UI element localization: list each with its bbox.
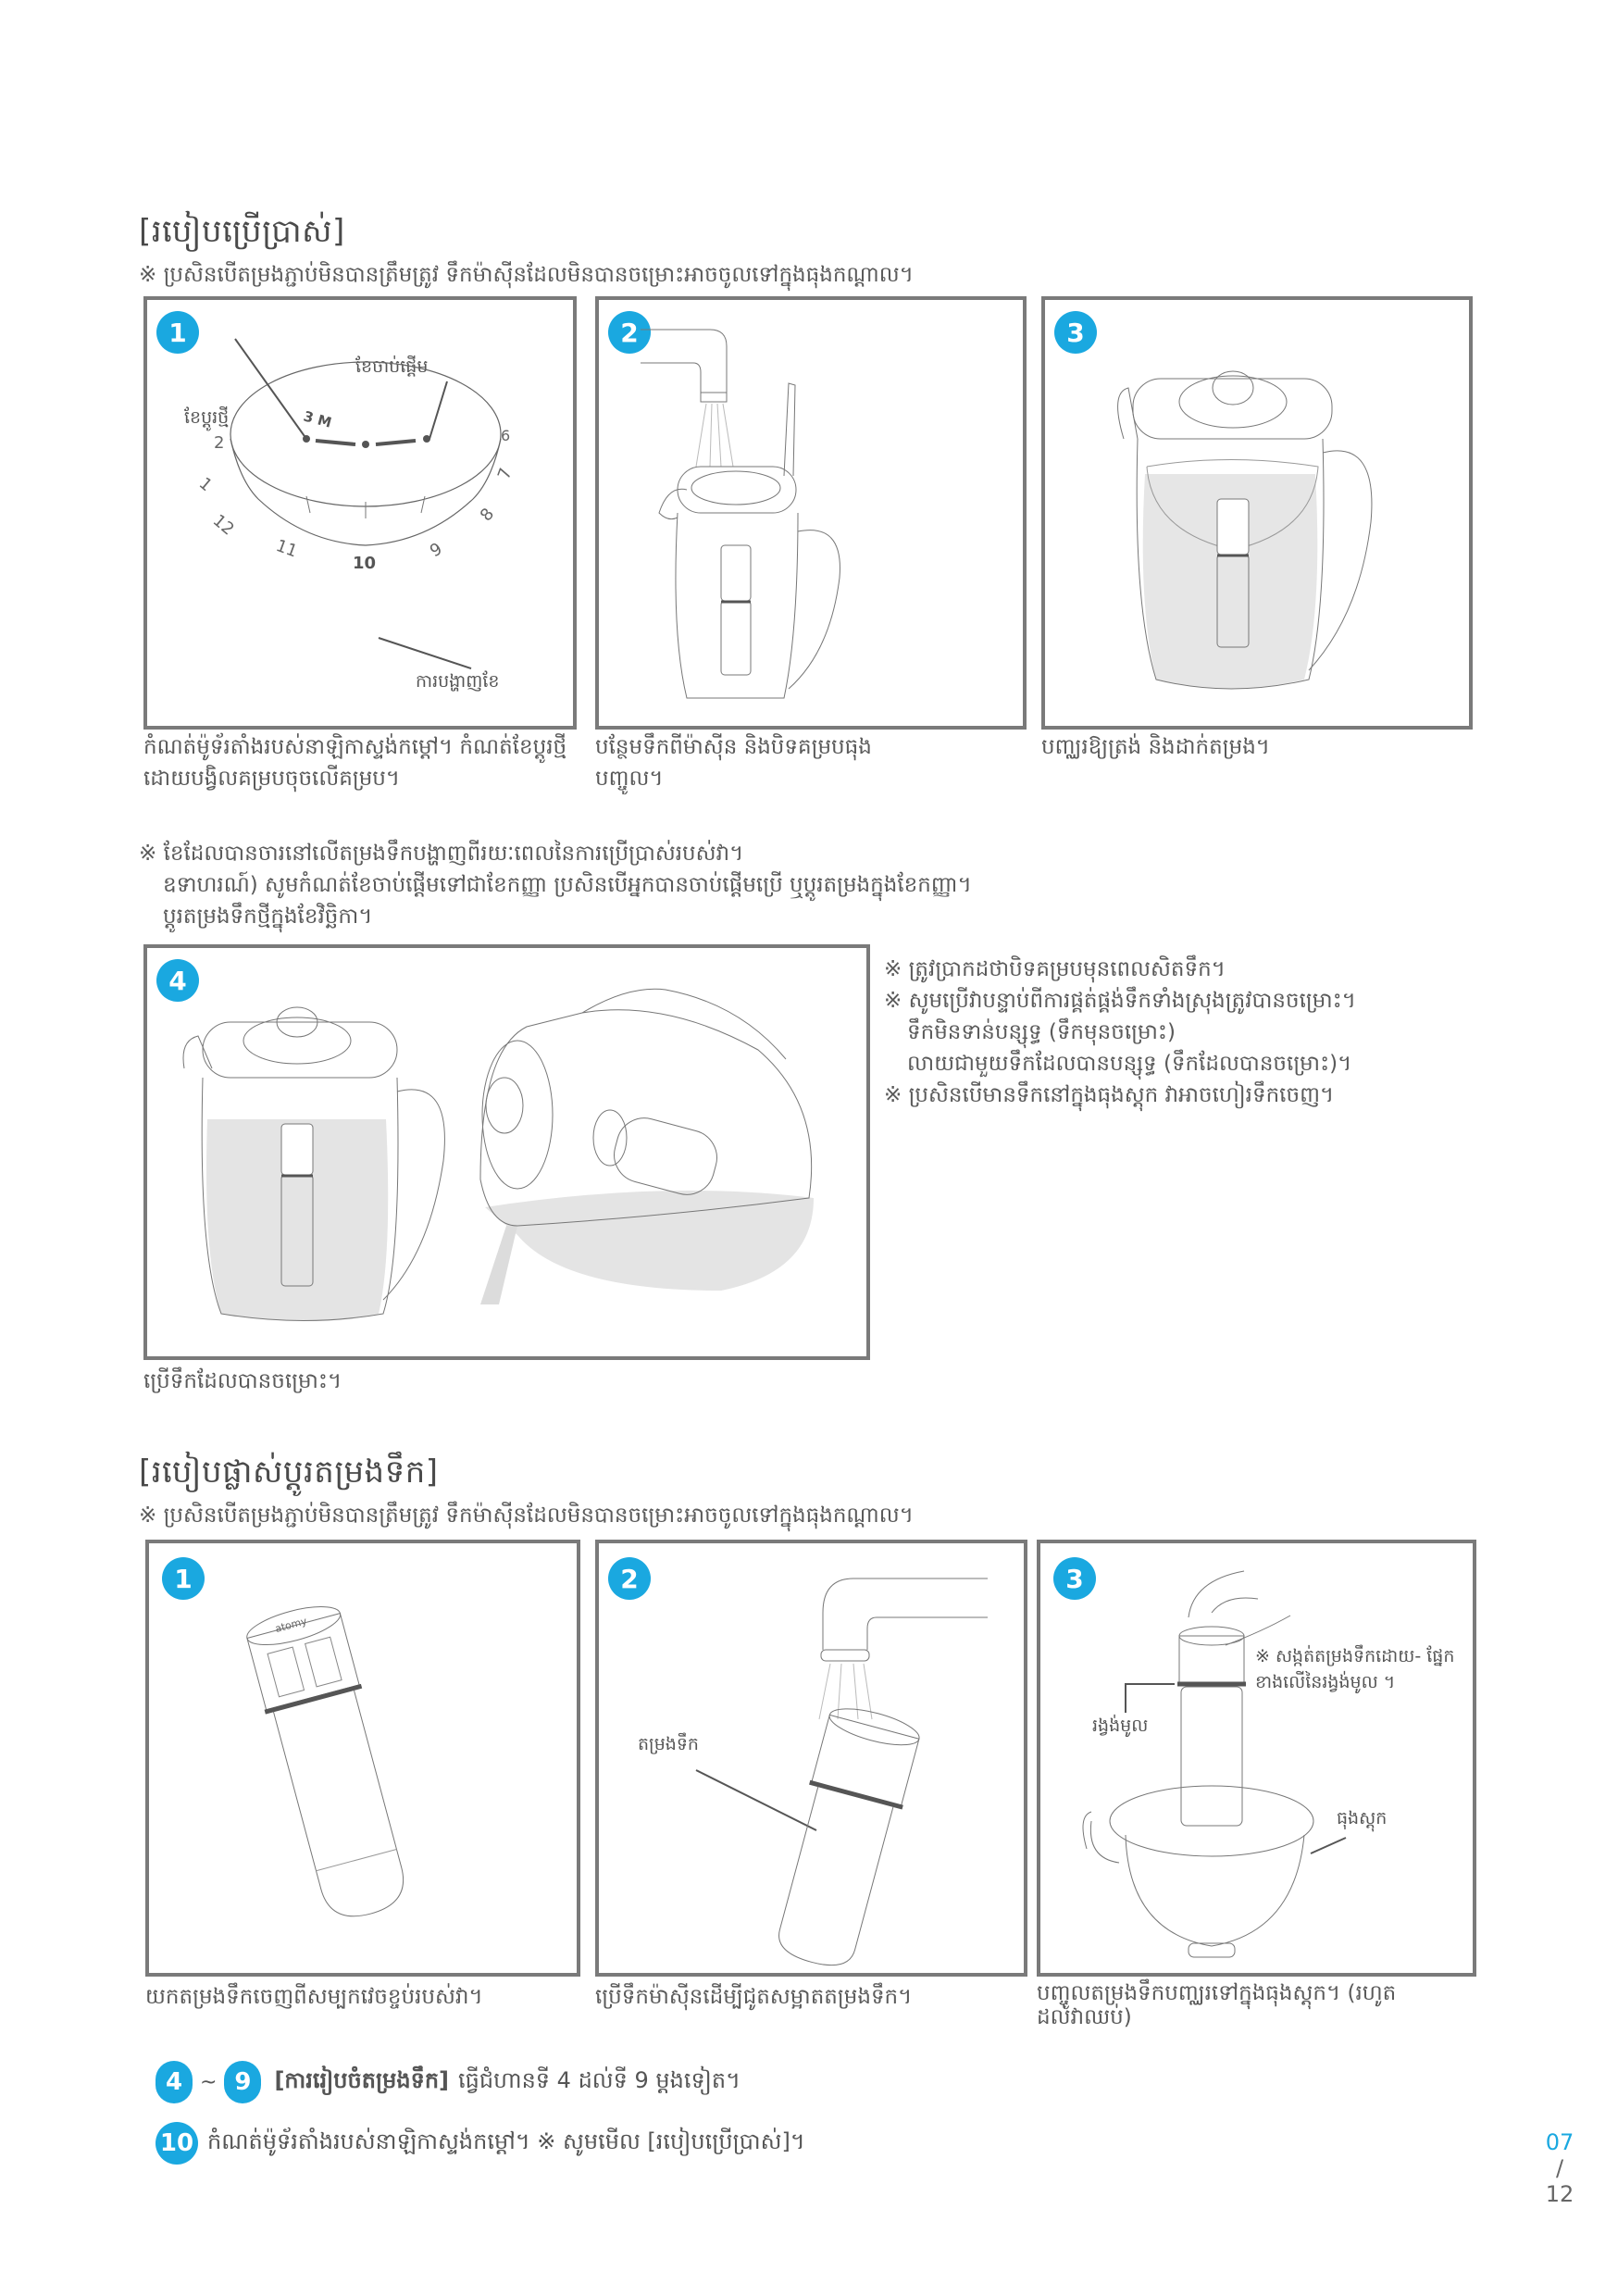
svg-text:3 M: 3 M: [301, 407, 334, 431]
page-number: [1537, 2129, 1583, 2207]
step-badge: 1: [156, 311, 199, 354]
label-storage-tank: ធុងស្តុក: [1337, 1808, 1388, 1828]
svg-text:2: 2: [214, 433, 225, 453]
step-badge-10: 10: [156, 2122, 198, 2165]
pour-note-2-cont-a: ទឹកមិនទាន់បន្សុទ្ធ (ទឹកមុនចម្រោះ): [907, 1020, 1176, 1044]
month-note-line-1: ※ ខែដែលបានចារនៅលើតម្រងទឹកបង្ហាញពីរយៈពេលនៃការប្រើប្រាស់របស់វា។: [139, 842, 744, 866]
press-filter-note: ※ សង្កត់តម្រងទឹកដោយ- ផ្នែកខាងលើនៃរង្វង់មូល ។: [1255, 1646, 1455, 1692]
pitcher-fill-illustration: [599, 300, 1030, 733]
filter-cartridge-illustration: [149, 1543, 584, 1980]
svg-text:11: 11: [273, 535, 300, 562]
replace-step-3-caption: បញ្ចូលតម្រងទឹកបញ្ឈរទៅក្នុងធុងស្តុក។ (រហូតដល់វាឈប់): [1037, 1981, 1397, 2029]
range-step-line: [156, 2061, 741, 2103]
svg-text:1: 1: [194, 473, 217, 496]
svg-text:12: 12: [208, 510, 238, 540]
label-water-filter: តម្រងទឹក: [638, 1734, 699, 1754]
label-change-month: ខែប្ដូរថ្មី: [184, 407, 230, 428]
range-tilde: ~: [200, 2070, 218, 2094]
usage-step-4-panel: [143, 944, 870, 1360]
usage-step-4-caption: ប្រើទឹកដែលបានចម្រោះ។: [143, 1369, 342, 1393]
pitcher-filled-illustration: [1045, 300, 1476, 733]
usage-step-3-caption: បញ្ឈរឱ្យត្រង់ និងដាក់តម្រង។: [1041, 735, 1270, 759]
usage-step-2-caption: បន្ថែមទឹកពីម៉ាស៊ីន និងបិទគម្របធុងបញ្ចូល។: [595, 735, 872, 791]
replace-step-1-panel: [145, 1540, 580, 1977]
svg-text:atomy: atomy: [273, 1615, 308, 1636]
section-title-usage: [របៀបប្រើប្រាស់]: [139, 213, 345, 250]
svg-text:8: 8: [476, 504, 499, 526]
rinse-filter-illustration: [599, 1543, 1031, 1980]
replace-step-3-panel: [1037, 1540, 1476, 1977]
usage-step-2-panel: [595, 296, 1027, 730]
step-badge: 4: [156, 959, 199, 1002]
replace-warning-note: ※ ប្រសិនបើតម្រងភ្ជាប់មិនបានត្រឹមត្រូវ ទឹកម៉ាស៊ីនដែលមិនបានចម្រោះអាចចូលទៅក្នុងធុងកណ្ដាល។: [139, 1504, 914, 1528]
pour-note-3: ※ ប្រសិនបើមានទឹកនៅក្នុងធុងស្តុក វាអាចហៀរទឹកចេញ។: [884, 1083, 1335, 1107]
step-badge: 3: [1053, 1557, 1096, 1600]
section-title-replace: [របៀបផ្លាស់ប្ដូរតម្រងទឹក]: [139, 1454, 439, 1491]
dial-illustration: [147, 300, 580, 733]
month-note-line-3: ប្ដូរតម្រងទឹកថ្មីក្នុងខែវិច្ឆិកា។: [163, 905, 373, 929]
range-step-text: ធ្វើជំហានទី 4 ដល់ទី 9 ម្ដងទៀត។: [458, 2066, 741, 2093]
range-step-title: [ការរៀបចំតម្រងទឹក]: [274, 2066, 450, 2093]
pour-note-1: ※ ត្រូវប្រាកដថាបិទគម្របមុនពេលសិតទឹក។: [884, 957, 1226, 981]
svg-text:7: 7: [493, 465, 517, 482]
usage-step-3-panel: [1041, 296, 1473, 730]
label-start-month: ខែចាប់ផ្ដើម: [355, 356, 429, 377]
final-step-line: [156, 2122, 805, 2165]
svg-text:10: 10: [353, 554, 377, 573]
label-month-display: ការបង្ហាញខែ: [416, 671, 500, 692]
usage-step-1-caption: កំណត់ម៉ូទ័រតាំងរបស់នាឡិកាស្ទង់កម្ដៅ។ កំណត់ខែប្ដូរថ្មីដោយបង្វិលគម្របចុចលើគម្រប។: [143, 735, 567, 791]
svg-text:6: 6: [501, 427, 511, 444]
step-badge: 1: [162, 1557, 205, 1600]
svg-text:9: 9: [427, 539, 446, 562]
step-badge-to: 9: [224, 2061, 261, 2103]
usage-warning-note: ※ ប្រសិនបើតម្រងភ្ជាប់មិនបានត្រឹមត្រូវ ទឹកម៉ាស៊ីនដែលមិនបានចម្រោះអាចចូលទៅក្នុងធុងកណ្ដាល។: [139, 263, 914, 287]
final-step-text: កំណត់ម៉ូទ័រតាំងរបស់នាឡិកាស្ទង់កម្ដៅ។ ※ សូមមើល [របៀបប្រើប្រាស់]។: [207, 2128, 805, 2154]
replace-step-2-panel: [595, 1540, 1027, 1977]
pitcher-pour-illustration: [147, 948, 874, 1364]
page-total: 12: [1545, 2181, 1574, 2207]
pour-note-2-cont-b: លាយជាមួយទឹកដែលបានបន្សុទ្ធ (ទឹកដែលបានចម្រោះ)។: [907, 1052, 1352, 1076]
step-badge: 3: [1054, 311, 1097, 354]
month-note-line-2: ឧទាហរណ៍) សូមកំណត់ខែចាប់ផ្ដើមទៅជាខែកញ្ញា ប្រសិនបើអ្នកបានចាប់ផ្ដើមប្រើ ឬប្ដូរតម្រងក្នុងខែកញ្ញា។: [163, 873, 972, 897]
replace-step-1-caption: យកតម្រងទឹកចេញពីសម្បកវេចខ្ចប់របស់វា។: [145, 1985, 483, 2009]
label-ring: រង្វង់មូល: [1092, 1716, 1149, 1736]
page-separator: /: [1555, 2155, 1564, 2181]
step-badge: 2: [608, 311, 651, 354]
replace-step-2-caption: ប្រើទឹកម៉ាស៊ីនដើម្បីជូតសម្អាតតម្រងទឹក។: [595, 1985, 913, 2009]
pour-note-2: ※ សូមប្រើវាបន្ទាប់ពីការផ្គត់ផ្គង់ទឹកទាំងស្រុងត្រូវបានចម្រោះ។: [884, 989, 1356, 1013]
page-current: 07: [1545, 2129, 1574, 2155]
usage-step-1-panel: [143, 296, 577, 730]
step-badge: 2: [608, 1557, 651, 1600]
step-badge-from: 4: [156, 2061, 193, 2103]
insert-filter-illustration: [1040, 1543, 1480, 1980]
